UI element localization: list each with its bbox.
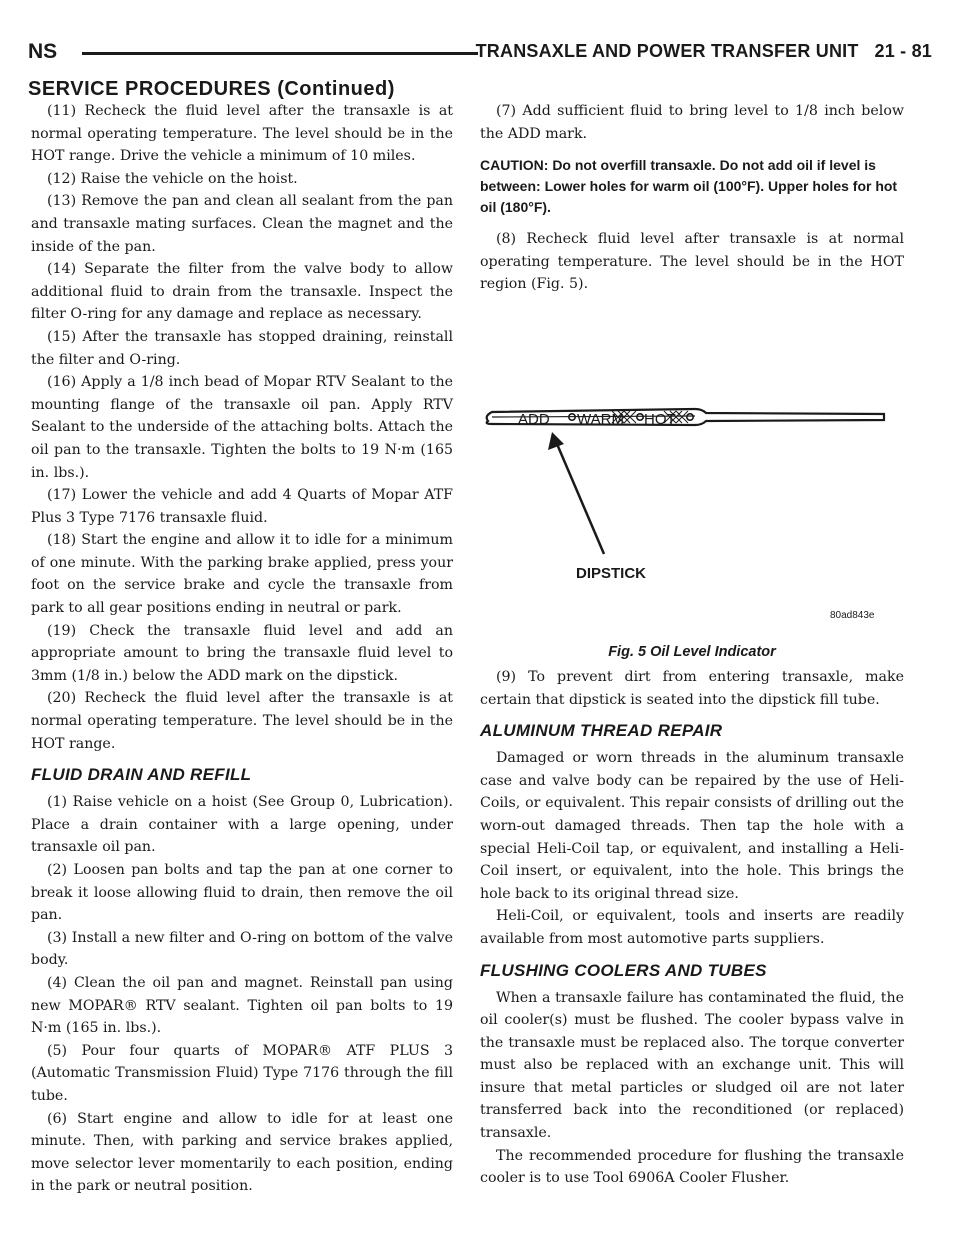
figure-id: 80ad843e [830,609,875,621]
aluminum-para-2: Heli-Coil, or equivalent, tools and inserts are readily available from most automotive parts suppliers. [480,908,904,947]
step-13: (13) Remove the pan and clean all sealant from the pan and transaxle mating surfaces. Clean the magnet and the inside of the pan. [31,193,453,255]
step-14: (14) Separate the filter from the valve body to allow additional fluid to drain from the transaxle. Inspect the filter O-ring for any damage and replace as necessary. [31,261,453,323]
caution-note: CAUTION: Do not overfill transaxle. Do not add oil if level is between: Lower holes for warm oil (100°F). Upper holes for hot oil (180°F). [480,157,898,216]
aluminum-heading: ALUMINUM THREAD REPAIR [480,721,723,741]
drain-step-8: (8) Recheck fluid level after transaxle is at normal operating temperature. The level should be in the HOT region (Fig. 5). [480,231,904,293]
step-18: (18) Start the engine and allow it to idle for a minimum of one minute. With the parking brake applied, press your foot on the service brake and cycle the transaxle from park to all gear positions ending in neutral or park. [31,532,453,617]
drain-step-3: (3) Install a new filter and O-ring on bottom of the valve body. [31,929,453,969]
drain-step-9: (9) To prevent dirt from entering transaxle, make certain that dipstick is seated into the dipstick fill tube. [480,668,904,708]
flushing-heading: FLUSHING COOLERS AND TUBES [480,960,767,980]
step-19: (19) Check the transaxle fluid level and add an appropriate amount to bring the transaxle fluid level to 3mm (1/8 in.) below the ADD mark on the dipstick. [31,622,453,684]
left-column [31,100,453,1198]
page-header [28,40,932,70]
header-model-code: NS [28,40,58,63]
label-hot: HOT [644,410,676,428]
drain-step-6: (6) Start engine and allow to idle for at least one minute. Then, with parking and service brakes applied, move selector lever momentarily to each position, ending in the park or neutral position. [31,1110,453,1195]
label-warm: WARM [577,410,624,428]
flushing-para-1: When a transaxle failure has contaminated the fluid, the oil cooler(s) must be flushed. The cooler bypass valve in the transaxle must be replaced also. The torque converter must also be replaced with an exchange unit. This will insure that metal particles or sludged oil are not later transferred back into the reconditioned (or replaced) transaxle. [480,989,904,1142]
header-section-title: TRANSAXLE AND POWER TRANSFER UNIT [475,41,859,61]
page-number: 21 - 81 [874,41,932,61]
figure-caption: Fig. 5 Oil Level Indicator [608,643,776,660]
step-15: (15) After the transaxle has stopped draining, reinstall the filter and O-ring. [31,328,453,368]
fluid-drain-heading: FLUID DRAIN AND REFILL [31,765,252,785]
flushing-para-2: The recommended procedure for flushing the transaxle cooler is to use Tool 6906A Cooler Flusher. [480,1147,904,1187]
header-title [476,41,932,62]
figure-oil-level-indicator [480,366,904,636]
section-heading: SERVICE PROCEDURES (Continued) [28,78,395,100]
drain-step-7: (7) Add sufficient fluid to bring level to 1/8 inch below the ADD mark. [480,103,904,142]
step-16: (16) Apply a 1/8 inch bead of Mopar RTV Sealant to the mounting flange of the transaxle oil pan. Apply RTV Sealant to the underside of the attaching bolts. Attach the oil pan to the transaxle. Tighten the bolts to 19 N·m (165 in. lbs.). [31,374,453,481]
hot-hole [687,414,693,420]
dipstick-arrow [557,444,604,554]
step-20: (20) Recheck the fluid level after the transaxle is at normal operating temperature. The level should be in the HOT range. [31,690,453,752]
arrow-head [548,432,564,450]
dipstick-illustration [480,366,904,636]
label-dipstick: DIPSTICK [576,564,647,582]
drain-step-5: (5) Pour four quarts of MOPAR® ATF PLUS 3 (Automatic Transmission Fluid) Type 7176 through the fill tube. [31,1042,453,1104]
drain-step-1: (1) Raise vehicle on a hoist (See Group 0, Lubrication). Place a drain container with a large opening, under transaxle oil pan. [31,794,453,856]
aluminum-para-1: Damaged or worn threads in the aluminum transaxle case and valve body can be repaired by the use of Heli-Coils, or equivalent. This repair consists of drilling out the worn-out damaged threads. Then tap the hole with a special Heli-Coil tap, or equivalent, and installing a Heli-Coil insert, or equivalent, into the hole. This brings the hole back to its original thread size. [480,750,904,902]
header-rule [82,52,478,55]
step-12: (12) Raise the vehicle on the hoist. [47,170,298,187]
drain-step-4: (4) Clean the oil pan and magnet. Reinstall pan using new MOPAR® RTV sealant. Tighten oil pan bolts to 19 N·m (165 in. lbs.). [31,974,453,1037]
step-17: (17) Lower the vehicle and add 4 Quarts of Mopar ATF Plus 3 Type 7176 transaxle fluid. [31,487,453,526]
warm-hole [637,414,643,420]
step-11: (11) Recheck the fluid level after the transaxle is at normal operating temperature. The level should be in the HOT range. Drive the vehicle a minimum of 10 miles. [31,103,453,165]
drain-step-2: (2) Loosen pan bolts and tap the pan at one corner to break it loose allowing fluid to drain, then remove the oil pan. [31,862,453,924]
label-add: ADD [518,410,550,428]
right-column [480,100,904,1190]
